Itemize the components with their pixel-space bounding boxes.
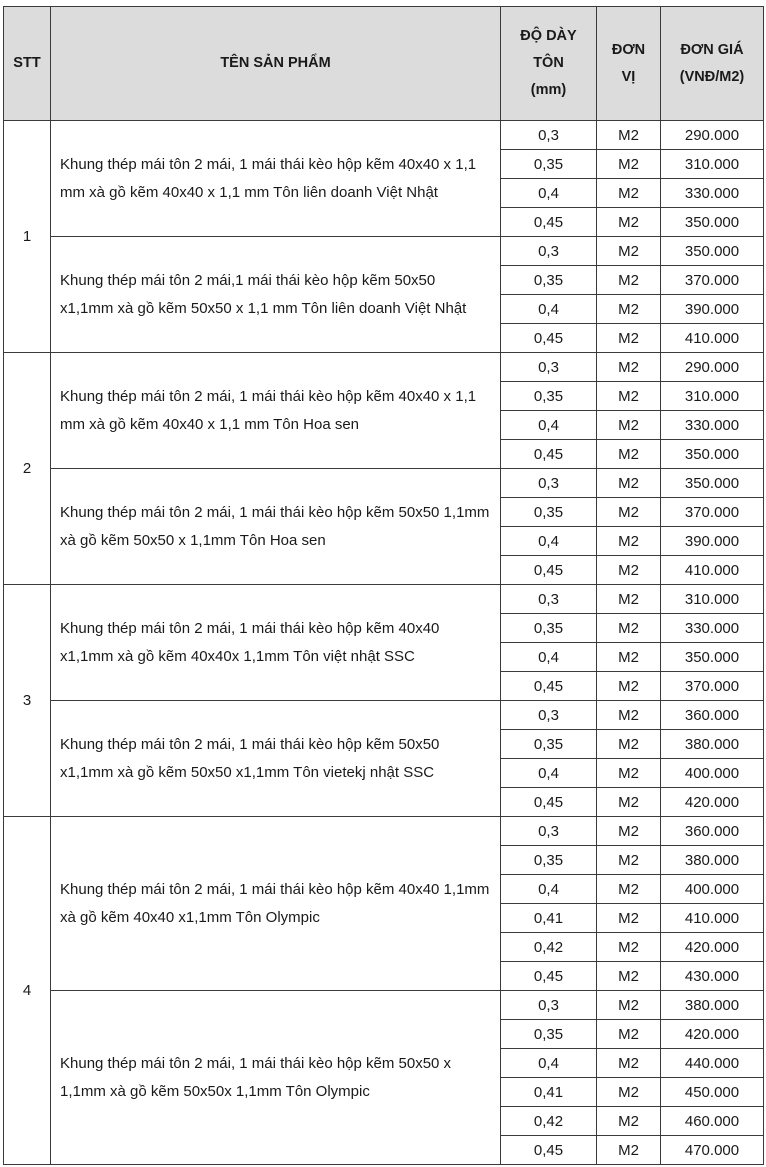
header-price-line: ĐƠN GIÁ	[680, 41, 744, 58]
price-cell: 410.000	[661, 904, 764, 933]
row-stt: 1	[4, 121, 51, 353]
price-cell: 360.000	[661, 701, 764, 730]
thickness-cell: 0,35	[501, 150, 597, 179]
thickness-cell: 0,4	[501, 875, 597, 904]
unit-cell: M2	[597, 585, 661, 614]
price-cell: 380.000	[661, 991, 764, 1020]
unit-cell: M2	[597, 730, 661, 759]
thickness-cell: 0,4	[501, 411, 597, 440]
price-table	[3, 6, 764, 1165]
thickness-cell: 0,35	[501, 730, 597, 759]
table-row	[4, 701, 764, 730]
price-cell: 390.000	[661, 527, 764, 556]
thickness-cell: 0,3	[501, 701, 597, 730]
unit-cell: M2	[597, 672, 661, 701]
price-cell: 470.000	[661, 1136, 764, 1165]
thickness-cell: 0,4	[501, 527, 597, 556]
unit-cell: M2	[597, 527, 661, 556]
price-cell: 430.000	[661, 962, 764, 991]
thickness-cell: 0,3	[501, 237, 597, 266]
table-row	[4, 121, 764, 150]
row-stt: 3	[4, 585, 51, 817]
price-cell: 390.000	[661, 295, 764, 324]
product-name-cell: Khung thép mái tôn 2 mái, 1 mái thái kèo hộp kẽm 50x50 x 1,1mm xà gồ kẽm 50x50x 1,1mm Tôn Olympic	[51, 991, 501, 1165]
unit-cell: M2	[597, 440, 661, 469]
price-cell: 380.000	[661, 730, 764, 759]
price-cell: 370.000	[661, 266, 764, 295]
unit-cell: M2	[597, 556, 661, 585]
price-cell: 410.000	[661, 324, 764, 353]
price-cell: 290.000	[661, 121, 764, 150]
header-unit-line: VỊ	[621, 68, 636, 85]
unit-cell: M2	[597, 179, 661, 208]
unit-cell: M2	[597, 382, 661, 411]
unit-cell: M2	[597, 324, 661, 353]
price-cell: 350.000	[661, 469, 764, 498]
thickness-cell: 0,45	[501, 788, 597, 817]
unit-cell: M2	[597, 1049, 661, 1078]
unit-cell: M2	[597, 411, 661, 440]
unit-cell: M2	[597, 759, 661, 788]
table-row	[4, 585, 764, 614]
table-row	[4, 817, 764, 846]
thickness-cell: 0,3	[501, 469, 597, 498]
unit-cell: M2	[597, 701, 661, 730]
table-body	[4, 121, 764, 1165]
thickness-cell: 0,4	[501, 179, 597, 208]
thickness-cell: 0,41	[501, 904, 597, 933]
unit-cell: M2	[597, 469, 661, 498]
header-unit-line: ĐƠN	[611, 41, 646, 58]
thickness-cell: 0,35	[501, 614, 597, 643]
price-cell: 370.000	[661, 672, 764, 701]
unit-cell: M2	[597, 614, 661, 643]
price-cell: 290.000	[661, 353, 764, 382]
header-thickness-line: (mm)	[530, 82, 567, 98]
table-row	[4, 469, 764, 498]
unit-cell: M2	[597, 150, 661, 179]
header-unit	[597, 7, 661, 121]
header-product-name: TÊN SẢN PHẨM	[51, 7, 501, 121]
unit-cell: M2	[597, 1136, 661, 1165]
thickness-cell: 0,35	[501, 498, 597, 527]
thickness-cell: 0,3	[501, 991, 597, 1020]
thickness-cell: 0,35	[501, 266, 597, 295]
product-name-cell: Khung thép mái tôn 2 mái, 1 mái thái kèo hộp kẽm 50x50 1,1mm xà gồ kẽm 50x50 x 1,1mm Tôn Hoa sen	[51, 469, 501, 585]
row-stt: 4	[4, 817, 51, 1165]
unit-cell: M2	[597, 1020, 661, 1049]
unit-cell: M2	[597, 643, 661, 672]
unit-cell: M2	[597, 962, 661, 991]
price-cell: 400.000	[661, 875, 764, 904]
product-name-cell: Khung thép mái tôn 2 mái, 1 mái thái kèo hộp kẽm 50x50 x1,1mm xà gồ kẽm 50x50 x1,1mm Tôn vietekj nhật SSC	[51, 701, 501, 817]
thickness-cell: 0,41	[501, 1078, 597, 1107]
unit-cell: M2	[597, 295, 661, 324]
thickness-cell: 0,35	[501, 846, 597, 875]
unit-cell: M2	[597, 788, 661, 817]
thickness-cell: 0,45	[501, 1136, 597, 1165]
row-stt: 2	[4, 353, 51, 585]
unit-cell: M2	[597, 237, 661, 266]
price-cell: 350.000	[661, 208, 764, 237]
price-cell: 310.000	[661, 585, 764, 614]
thickness-cell: 0,45	[501, 324, 597, 353]
header-thickness-line: TÔN	[533, 55, 564, 71]
product-name-cell: Khung thép mái tôn 2 mái, 1 mái thái kèo hộp kẽm 40x40 x 1,1 mm xà gồ kẽm 40x40 x 1,1 mm Tôn Hoa sen	[51, 353, 501, 469]
unit-cell: M2	[597, 846, 661, 875]
unit-cell: M2	[597, 1107, 661, 1136]
thickness-cell: 0,4	[501, 759, 597, 788]
header-thickness	[501, 7, 597, 121]
price-cell: 330.000	[661, 179, 764, 208]
product-name-cell: Khung thép mái tôn 2 mái, 1 mái thái kèo hộp kẽm 40x40 x 1,1 mm xà gồ kẽm 40x40 x 1,1 mm Tôn liên doanh Việt Nhật	[51, 121, 501, 237]
unit-cell: M2	[597, 121, 661, 150]
price-cell: 330.000	[661, 411, 764, 440]
thickness-cell: 0,4	[501, 1049, 597, 1078]
unit-cell: M2	[597, 498, 661, 527]
thickness-cell: 0,35	[501, 1020, 597, 1049]
unit-cell: M2	[597, 266, 661, 295]
unit-cell: M2	[597, 875, 661, 904]
table-row	[4, 353, 764, 382]
thickness-cell: 0,3	[501, 585, 597, 614]
product-name-cell: Khung thép mái tôn 2 mái,1 mái thái kèo hộp kẽm 50x50 x1,1mm xà gồ kẽm 50x50 x 1,1 mm Tôn liên doanh Việt Nhật	[51, 237, 501, 353]
price-cell: 310.000	[661, 382, 764, 411]
thickness-cell: 0,3	[501, 353, 597, 382]
unit-cell: M2	[597, 353, 661, 382]
header-thickness-line: ĐỘ DÀY	[520, 28, 577, 44]
thickness-cell: 0,35	[501, 382, 597, 411]
price-cell: 440.000	[661, 1049, 764, 1078]
price-cell: 450.000	[661, 1078, 764, 1107]
thickness-cell: 0,45	[501, 208, 597, 237]
thickness-cell: 0,45	[501, 672, 597, 701]
price-cell: 420.000	[661, 1020, 764, 1049]
header-price-line: (VNĐ/M2)	[679, 68, 745, 85]
unit-cell: M2	[597, 208, 661, 237]
unit-cell: M2	[597, 1078, 661, 1107]
unit-cell: M2	[597, 904, 661, 933]
price-cell: 310.000	[661, 150, 764, 179]
price-cell: 360.000	[661, 817, 764, 846]
thickness-cell: 0,42	[501, 1107, 597, 1136]
price-cell: 350.000	[661, 237, 764, 266]
header-price	[661, 7, 764, 121]
price-cell: 370.000	[661, 498, 764, 527]
price-cell: 460.000	[661, 1107, 764, 1136]
thickness-cell: 0,45	[501, 440, 597, 469]
price-cell: 420.000	[661, 933, 764, 962]
price-cell: 410.000	[661, 556, 764, 585]
product-name-cell: Khung thép mái tôn 2 mái, 1 mái thái kèo hộp kẽm 40x40 1,1mm xà gồ kẽm 40x40 x1,1mm Tôn Olympic	[51, 817, 501, 991]
thickness-cell: 0,3	[501, 817, 597, 846]
price-cell: 330.000	[661, 614, 764, 643]
price-cell: 350.000	[661, 440, 764, 469]
thickness-cell: 0,4	[501, 643, 597, 672]
thickness-cell: 0,42	[501, 933, 597, 962]
price-cell: 350.000	[661, 643, 764, 672]
thickness-cell: 0,45	[501, 962, 597, 991]
price-cell: 380.000	[661, 846, 764, 875]
price-cell: 420.000	[661, 788, 764, 817]
thickness-cell: 0,45	[501, 556, 597, 585]
thickness-cell: 0,4	[501, 295, 597, 324]
product-name-cell: Khung thép mái tôn 2 mái, 1 mái thái kèo hộp kẽm 40x40 x1,1mm xà gồ kẽm 40x40x 1,1mm Tôn việt nhật SSC	[51, 585, 501, 701]
thickness-cell: 0,3	[501, 121, 597, 150]
header-stt: STT	[4, 7, 51, 121]
unit-cell: M2	[597, 817, 661, 846]
table-row	[4, 991, 764, 1020]
price-cell: 400.000	[661, 759, 764, 788]
unit-cell: M2	[597, 991, 661, 1020]
table-row	[4, 237, 764, 266]
unit-cell: M2	[597, 933, 661, 962]
header-row	[4, 7, 764, 121]
